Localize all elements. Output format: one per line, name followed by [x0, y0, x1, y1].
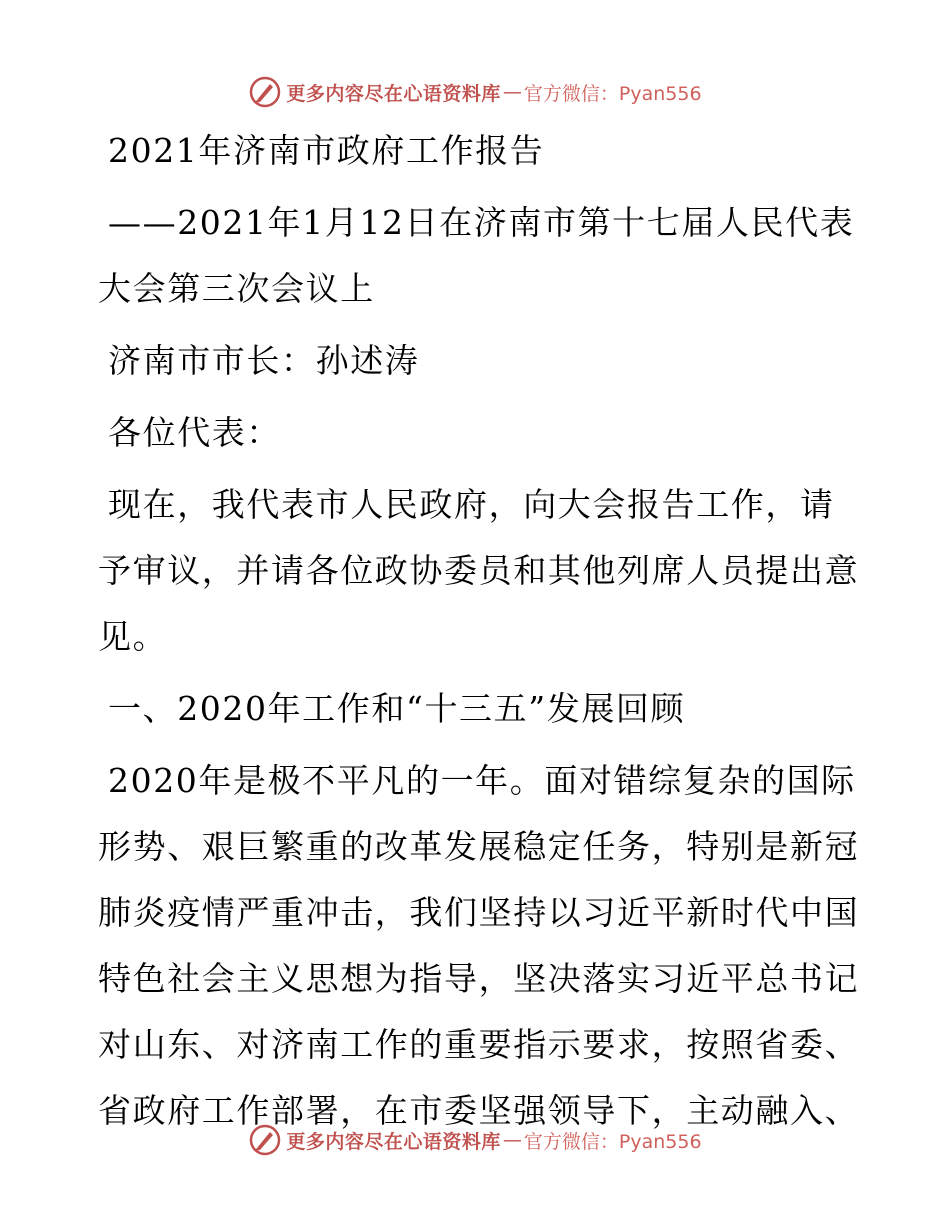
paragraph-line: 见。	[98, 617, 168, 656]
header-watermark	[0, 72, 950, 112]
document-salutation: 各位代表：	[108, 413, 281, 452]
paragraph-line: 予审议，并请各位政协委员和其他列席人员提出意	[98, 551, 860, 590]
quill-pen-logo-icon	[248, 1123, 282, 1157]
document-title: 2021年济南市政府工作报告	[108, 131, 545, 170]
watermark-contact: 官方微信：Pyan556	[523, 82, 702, 105]
watermark-site-text: 更多内容尽在心语资料库	[286, 1130, 501, 1153]
quill-pen-logo-icon	[248, 75, 282, 109]
footer-watermark	[0, 1120, 950, 1160]
paragraph-line: 肺炎疫情严重冲击，我们坚持以习近平新时代中国	[98, 893, 860, 932]
document-subtitle-line: 大会第三次会议上	[98, 269, 375, 308]
watermark-contact: 官方微信：Pyan556	[523, 1130, 702, 1153]
document-author: 济南市市长：孙述涛	[108, 341, 420, 380]
paragraph-line: 特色社会主义思想为指导，坚决落实习近平总书记	[98, 959, 860, 998]
watermark-dash: —	[502, 81, 522, 103]
paragraph-line: 省政府工作部署，在市委坚强领导下，主动融入、	[98, 1091, 860, 1130]
paragraph-line: 对山东、对济南工作的重要指示要求，按照省委、	[98, 1025, 860, 1064]
paragraph-line: 2020年是极不平凡的一年。面对错综复杂的国际	[108, 761, 856, 800]
section-heading: 一、2020年工作和“十三五”发展回顾	[108, 689, 686, 728]
document-body	[98, 118, 858, 1144]
watermark-site-text: 更多内容尽在心语资料库	[286, 82, 501, 105]
paragraph-line: 现在，我代表市人民政府，向大会报告工作，请	[108, 485, 835, 524]
watermark-dash: —	[502, 1129, 522, 1151]
document-subtitle-line: ——2021年1月12日在济南市第十七届人民代表	[108, 203, 855, 242]
paragraph-line: 形势、艰巨繁重的改革发展稳定任务，特别是新冠	[98, 827, 860, 866]
